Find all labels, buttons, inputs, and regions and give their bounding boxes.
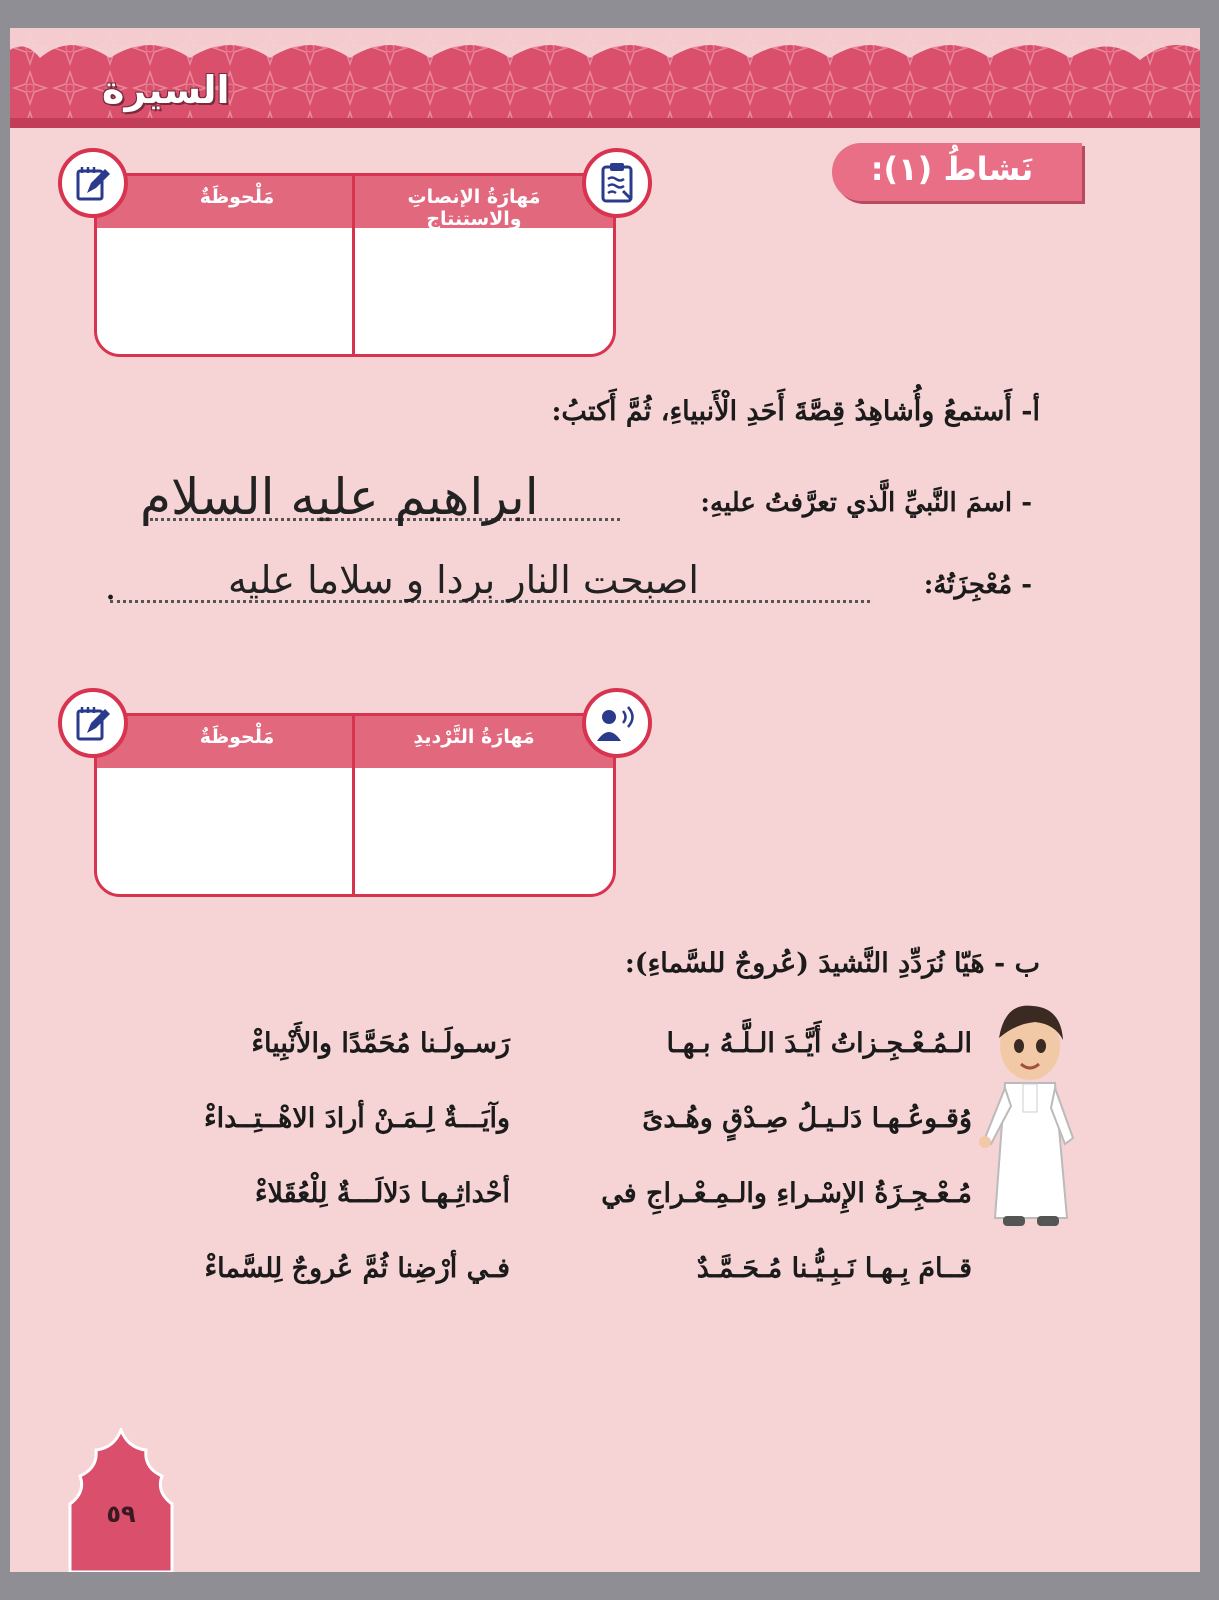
activity-label: نَشاطُ (١): xyxy=(870,150,1034,188)
part-a-instruction: أ- أَستمعُ وأُشاهِدُ قِصَّةَ أَحَدِ الْأَنبياءِ، ثُمَّ أَكتبُ: xyxy=(551,396,1040,427)
skill-label: مَهارَةُ التَّرْديدِ xyxy=(413,726,535,748)
skill-label: مَهارَةُ الإنصاتِ والاستنتاجِ xyxy=(407,186,541,230)
prophet-name-label: - اسمَ النَّبيِّ الَّذي تعرَّفتُ عليهِ: xyxy=(700,488,1032,518)
pencil-notepad-icon xyxy=(58,148,128,218)
note-cell[interactable] xyxy=(97,228,352,352)
poem-verse-1-left: رَسـولَـنا مُحَمَّدًا والأَنْبِياءْ xyxy=(251,1028,510,1059)
note-label: مَلْحوظَةٌ xyxy=(199,186,275,208)
page-number: ٥٩ xyxy=(106,1500,136,1528)
miracle-label: - مُعْجِزَتُهُ: xyxy=(923,570,1032,600)
poem-verse-4-left: فـي أرْضِنا ثُمَّ عُروجٌ لِلسَّماءْ xyxy=(204,1253,510,1284)
skill-table-listening xyxy=(94,173,616,357)
clipboard-icon xyxy=(582,148,652,218)
speaking-person-icon xyxy=(582,688,652,758)
section-title: السيرة xyxy=(102,68,230,112)
skill-table-repetition xyxy=(94,713,616,897)
workbook-page xyxy=(10,28,1200,1572)
poem-verse-4-right: قــامَ بِـهـا نَـبِـيُّـنا مُـحَـمَّـدٌ xyxy=(696,1253,972,1284)
boy-illustration xyxy=(975,988,1085,1248)
pencil-notepad-icon xyxy=(58,688,128,758)
poem-verse-2-left: وآيَـــةٌ لِـمَـنْ أرادَ الاهْــتِــداءْ xyxy=(203,1103,510,1134)
poem-verse-3-left: أحْداثِـهـا دَلالَـــةٌ لِلْعُقَلاءْ xyxy=(254,1178,510,1209)
miracle-answer[interactable]: اصبحت النار بردا و سلاما عليه xyxy=(228,558,699,602)
skill-cell[interactable] xyxy=(355,768,610,892)
page-number-ornament xyxy=(66,1428,176,1572)
note-label: مَلْحوظَةٌ xyxy=(199,726,275,748)
note-cell[interactable] xyxy=(97,768,352,892)
part-b-instruction: ب - هَيّا نُرَدِّدِ النَّشيدَ (عُروجٌ للسَّماءِ): xyxy=(624,948,1040,979)
prophet-name-answer[interactable]: ابراهيم عليه السلام xyxy=(140,468,539,526)
poem-verse-3-right: مُـعْـجِـزَةُ الإِسْـراءِ والـمِـعْـراجِ في xyxy=(601,1178,972,1209)
poem-verse-1-right: الـمُـعْـجِـزاتُ أَيَّـدَ الـلَّـهُ بـهـا xyxy=(666,1028,972,1059)
skill-cell[interactable] xyxy=(355,228,610,352)
poem-verse-2-right: وُقـوعُـهـا دَلـيـلُ صِـدْقٍ وهُـدىً xyxy=(642,1103,972,1134)
end-dot: . xyxy=(106,576,116,606)
